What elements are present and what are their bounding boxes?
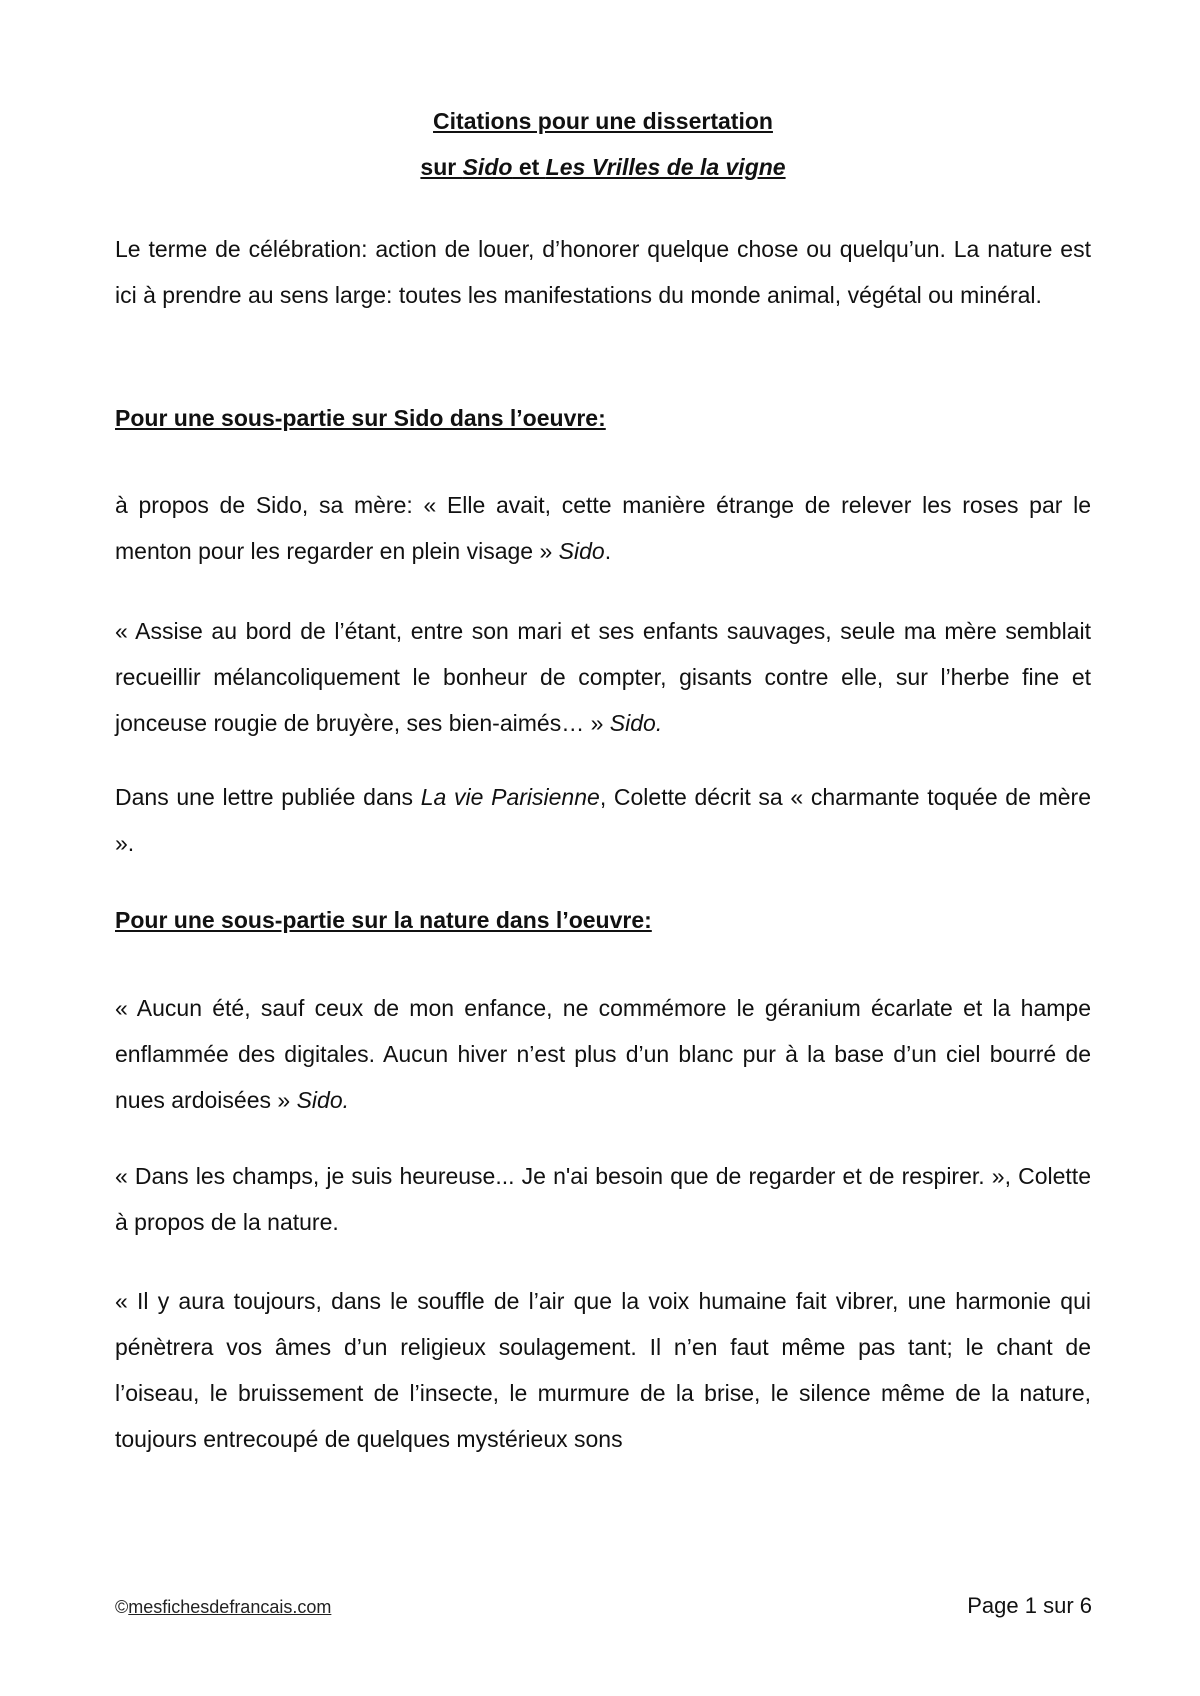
- section-heading-sido: Pour une sous-partie sur Sido dans l’oeuvre:: [115, 405, 606, 431]
- document-subtitle: [115, 152, 1091, 182]
- quote-nature-ete: [115, 985, 1091, 1123]
- quote-text: « Assise au bord de l’étant, entre son mari et ses enfants sauvages, seule ma mère semblait recueillir mélancoliquement le bonheur de compter, gisants contre elle, sur l’herbe fine et joncеuse rougie de bruyère, ses bien-aimés… »: [115, 618, 1091, 736]
- quote-text: « Aucun été, sauf ceux de mon enfance, ne commémore le géranium écarlate et la hampe enflammée des digitales. Aucun hiver n’est plus d’un blanc pur à la base d’un ciel bourré de nues ardoisées »: [115, 995, 1091, 1113]
- work-title: La vie Parisienne: [420, 784, 600, 810]
- quote-text: à propos de Sido, sa mère: « Elle avait, cette manière étrange de relever les roses par le menton pour les regarder en plein visage »: [115, 492, 1091, 564]
- paragraph-text: Dans une lettre publiée dans: [115, 784, 421, 810]
- quote-nature-champs: « Dans les champs, je suis heureuse... Je n'ai besoin que de regarder et de respirer. », Colette à propos de la nature.: [115, 1163, 1091, 1235]
- document-page: [115, 0, 1091, 1696]
- section-heading-nature: Pour une sous-partie sur la nature dans l’oeuvre:: [115, 907, 652, 933]
- page-number: Page 1 sur 6: [967, 1593, 1092, 1618]
- paragraph-text-end: , Colette décrit sa « charmante toquée de mère ».: [115, 784, 1091, 856]
- quote-nature-souffle: « Il y aura toujours, dans le souffle de l’air que la voix humaine fait vibrer, une harmonie qui pénètrera vos âmes d’un religieux soulagement. Il n’en faut même pas tant; le chant de l’oiseau, le bruissement de l’insecte, le murmure de la brise, le silence même de la nature, toujours entrecoupé de quelques mystérieux sons: [115, 1288, 1091, 1452]
- intro-paragraph: Le terme de célébration: action de louer, d’honorer quelque chose ou quelqu’un. La nature est ici à prendre au sens large: toutes les manifestations du monde animal, végétal ou minéral.: [115, 236, 1091, 308]
- copyright-symbol: ©: [115, 1597, 129, 1617]
- site-link[interactable]: mesfichesdefrancais.com: [128, 1597, 332, 1617]
- footer-copyright: [115, 1595, 331, 1619]
- title-line-1: Citations pour une dissertation: [433, 108, 773, 134]
- subtitle-work-1: Sido: [462, 154, 513, 180]
- subtitle-mid: et: [512, 154, 546, 180]
- subtitle-work-2: Les Vrilles de la vigne: [545, 154, 786, 180]
- quote-source: Sido: [558, 538, 605, 564]
- subtitle-prefix: sur: [420, 154, 463, 180]
- quote-source: Sido.: [296, 1087, 350, 1113]
- document-title: [115, 106, 1091, 136]
- paragraph-lettre: [115, 774, 1091, 866]
- quote-sido-etang: [115, 608, 1091, 746]
- quote-sido-roses: [115, 482, 1091, 574]
- quote-source: Sido.: [609, 710, 663, 736]
- quote-end: .: [604, 538, 612, 564]
